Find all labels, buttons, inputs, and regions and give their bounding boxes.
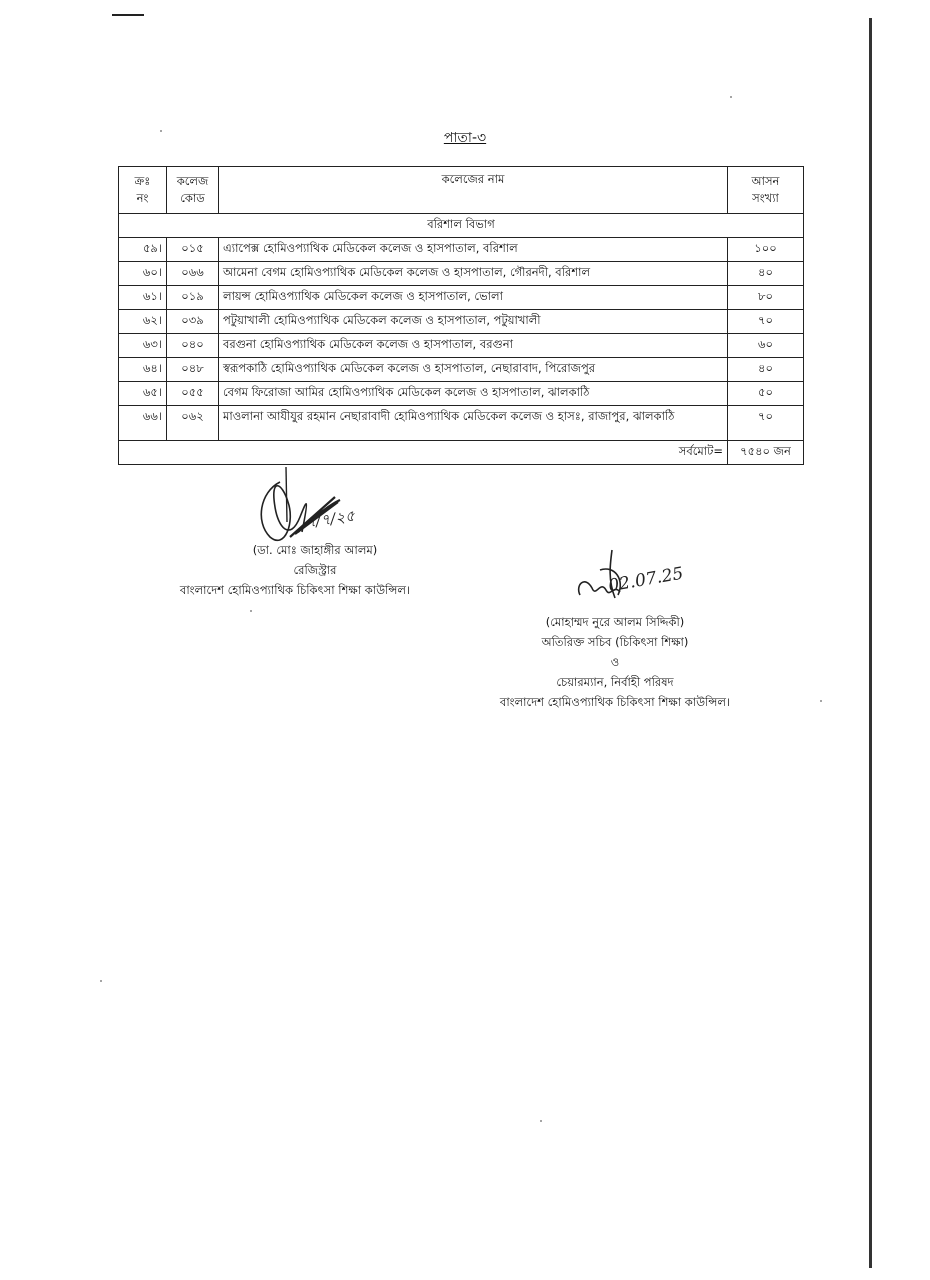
signatory-right-conj: ও bbox=[610, 655, 620, 669]
header-sl-line1: ক্রঃ bbox=[134, 174, 151, 188]
cell-college-name: পটুয়াখালী হোমিওপ্যাথিক মেডিকেল কলেজ ও হাসপাতাল, পটুয়াখালী bbox=[219, 310, 728, 334]
cell-code: ০৬৬ bbox=[167, 262, 219, 286]
cell-seats: ৬০ bbox=[728, 334, 804, 358]
header-seats-line1: আসন bbox=[751, 174, 780, 188]
table-row bbox=[119, 406, 804, 441]
cell-code: ০১৯ bbox=[167, 286, 219, 310]
cell-code: ০১৫ bbox=[167, 238, 219, 262]
cell-code: ০৫৫ bbox=[167, 382, 219, 406]
table-row bbox=[119, 286, 804, 310]
cell-code: ০৩৯ bbox=[167, 310, 219, 334]
table-row bbox=[119, 262, 804, 286]
scan-speck bbox=[730, 96, 732, 98]
cell-code: ০৬২ bbox=[167, 406, 219, 441]
cell-sl: ৬৫। bbox=[119, 382, 167, 406]
cell-seats: ৪০ bbox=[728, 262, 804, 286]
table-row bbox=[119, 238, 804, 262]
scan-speck bbox=[160, 130, 162, 132]
signatory-left-org: বাংলাদেশ হোমিওপ্যাথিক চিকিৎসা শিক্ষা কাউন্সিল। bbox=[179, 583, 411, 597]
signatory-right-block bbox=[470, 612, 760, 712]
table-row bbox=[119, 358, 804, 382]
total-value: ৭৫৪০ জন bbox=[728, 441, 804, 465]
cell-college-name: লায়ন্স হোমিওপ্যাথিক মেডিকেল কলেজ ও হাসপাতাল, ভোলা bbox=[219, 286, 728, 310]
cell-sl: ৬৬। bbox=[119, 406, 167, 441]
signatory-right-title: অতিরিক্ত সচিব (চিকিৎসা শিক্ষা) bbox=[541, 635, 689, 649]
cell-college-name: আমেনা বেগম হোমিওপ্যাথিক মেডিকেল কলেজ ও হাসপাতাল, গৌরনদী, বরিশাল bbox=[219, 262, 728, 286]
signatory-left-name: (ডা. মোঃ জাহাঙ্গীর আলম) bbox=[252, 543, 378, 557]
cell-sl: ৬২। bbox=[119, 310, 167, 334]
signature-right-date: 02.07.25 bbox=[606, 563, 685, 597]
table-row bbox=[119, 334, 804, 358]
cell-sl: ৫৯। bbox=[119, 238, 167, 262]
cell-college-name: বরগুনা হোমিওপ্যাথিক মেডিকেল কলেজ ও হাসপাতাল, বরগুনা bbox=[219, 334, 728, 358]
signature-left-date: ৭/৭/২৫ bbox=[304, 506, 356, 532]
cell-seats: ৭০ bbox=[728, 310, 804, 334]
cell-college-name: বেগম ফিরোজা আমির হোমিওপ্যাথিক মেডিকেল কলেজ ও হাসপাতাল, ঝালকাঠি bbox=[219, 382, 728, 406]
scan-mark-top bbox=[112, 14, 144, 16]
signatory-right-org: বাংলাদেশ হোমিওপ্যাথিক চিকিৎসা শিক্ষা কাউন্সিল। bbox=[499, 695, 731, 709]
division-row bbox=[119, 214, 804, 238]
scan-edge-line bbox=[869, 18, 872, 1268]
signatory-right-name: (মোহাম্মদ নুরে আলম সিদ্দিকী) bbox=[545, 615, 685, 629]
cell-college-name: মাওলানা আযীযুর রহমান নেছারাবাদী হোমিওপ্যাথিক মেডিকেল কলেজ ও হাসঃ, রাজাপুর, ঝালকাঠি bbox=[219, 406, 728, 441]
cell-sl: ৬১। bbox=[119, 286, 167, 310]
header-college-name-text: কলেজের নাম bbox=[441, 172, 505, 186]
cell-sl: ৬৪। bbox=[119, 358, 167, 382]
table-header-row bbox=[119, 167, 804, 214]
cell-seats: ১০০ bbox=[728, 238, 804, 262]
cell-seats: ৪০ bbox=[728, 358, 804, 382]
total-label: সর্বমোট= bbox=[119, 441, 728, 465]
cell-sl: ৬০। bbox=[119, 262, 167, 286]
header-sl bbox=[119, 167, 167, 214]
cell-college-name: স্বরূপকাঠি হোমিওপ্যাথিক মেডিকেল কলেজ ও হাসপাতাল, নেছারাবাদ, পিরোজপুর bbox=[219, 358, 728, 382]
table-row bbox=[119, 382, 804, 406]
cell-seats: ৭০ bbox=[728, 406, 804, 441]
header-seats-line2: সংখ্যা bbox=[752, 191, 779, 205]
page-label: পাতা-৩ bbox=[443, 130, 487, 146]
table-row bbox=[119, 310, 804, 334]
header-code-line1: কলেজ bbox=[176, 174, 209, 188]
cell-seats: ৮০ bbox=[728, 286, 804, 310]
division-heading: বরিশাল বিভাগ bbox=[119, 214, 804, 238]
header-code bbox=[167, 167, 219, 214]
scan-speck bbox=[540, 1120, 542, 1122]
cell-code: ০৪০ bbox=[167, 334, 219, 358]
signatory-right-title2: চেয়ারম্যান, নির্বাহী পরিষদ bbox=[556, 675, 674, 689]
cell-sl: ৬৩। bbox=[119, 334, 167, 358]
cell-college-name: এ্যাপেক্স হোমিওপ্যাথিক মেডিকেল কলেজ ও হাসপাতাল, বরিশাল bbox=[219, 238, 728, 262]
signatory-left-block bbox=[150, 540, 440, 600]
college-seat-table bbox=[118, 166, 804, 465]
header-college-name bbox=[219, 167, 728, 214]
cell-seats: ৫০ bbox=[728, 382, 804, 406]
total-row bbox=[119, 441, 804, 465]
header-seats bbox=[728, 167, 804, 214]
header-code-line2: কোড bbox=[180, 191, 205, 205]
scan-speck bbox=[100, 980, 102, 982]
cell-code: ০৪৮ bbox=[167, 358, 219, 382]
header-sl-line2: নং bbox=[136, 191, 149, 205]
scan-speck bbox=[250, 610, 252, 612]
signatory-left-title: রেজিস্ট্রার bbox=[293, 563, 337, 577]
scan-speck bbox=[820, 700, 822, 702]
